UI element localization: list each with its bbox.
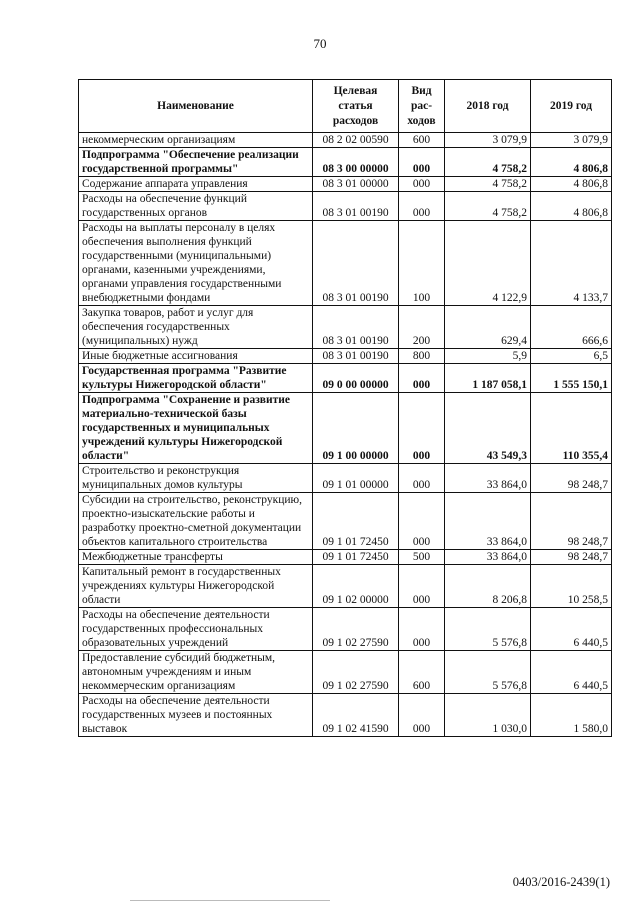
document-code: 0403/2016-2439(1) [512, 875, 610, 889]
row-value-2018: 43 549,3 [445, 393, 531, 464]
table-row [79, 550, 612, 565]
row-kind: 000 [399, 608, 445, 651]
table-row [79, 694, 612, 737]
row-name: Расходы на обеспечение функций государственных органов [79, 192, 313, 221]
row-code: 09 1 00 00000 [313, 393, 399, 464]
row-value-2018: 1 187 058,1 [445, 364, 531, 393]
scan-artifact-line [130, 900, 330, 901]
row-code: 09 1 02 00000 [313, 565, 399, 608]
row-kind: 000 [399, 177, 445, 192]
row-value-2019: 1 555 150,1 [531, 364, 612, 393]
header-kind: Вид рас-ходов [399, 80, 445, 133]
row-value-2018: 4 758,2 [445, 192, 531, 221]
row-name: Субсидии на строительство, реконструкцию, проектно-изыскательские работы и разработку проектно-сметной документации объектов капитального строительства [79, 493, 313, 550]
row-name: Государственная программа "Развитие культуры Нижегородской области" [79, 364, 313, 393]
row-name: Иные бюджетные ассигнования [79, 349, 313, 364]
row-value-2018: 5 576,8 [445, 608, 531, 651]
header-year-2019: 2019 год [531, 80, 612, 133]
row-code: 08 3 00 00000 [313, 148, 399, 177]
row-value-2019: 98 248,7 [531, 550, 612, 565]
row-kind: 200 [399, 306, 445, 349]
row-code: 08 3 01 00190 [313, 192, 399, 221]
row-value-2018: 33 864,0 [445, 493, 531, 550]
row-code: 08 3 01 00000 [313, 177, 399, 192]
row-code: 08 3 01 00190 [313, 349, 399, 364]
table-row [79, 349, 612, 364]
row-value-2019: 4 806,8 [531, 148, 612, 177]
row-code: 08 3 01 00190 [313, 306, 399, 349]
row-kind: 800 [399, 349, 445, 364]
row-name: Межбюджетные трансферты [79, 550, 313, 565]
row-value-2018: 4 758,2 [445, 148, 531, 177]
table-row [79, 493, 612, 550]
table-row [79, 608, 612, 651]
row-code: 08 2 02 00590 [313, 133, 399, 148]
row-value-2018: 4 122,9 [445, 221, 531, 306]
page-number: 70 [313, 36, 327, 51]
row-code: 09 1 01 72450 [313, 550, 399, 565]
row-value-2019: 6,5 [531, 349, 612, 364]
header-year-2018: 2018 год [445, 80, 531, 133]
row-kind: 000 [399, 464, 445, 493]
row-name: Закупка товаров, работ и услуг для обеспечения государственных (муниципальных) нужд [79, 306, 313, 349]
table-row [79, 133, 612, 148]
row-code: 09 1 02 41590 [313, 694, 399, 737]
row-name: Подпрограмма "Сохранение и развитие материально-технической базы государственных и муниципальных учреждений культуры Нижегородской области" [79, 393, 313, 464]
row-code: 09 1 02 27590 [313, 608, 399, 651]
row-value-2019: 3 079,9 [531, 133, 612, 148]
row-name: Капитальный ремонт в государственных учреждениях культуры Нижегородской области [79, 565, 313, 608]
table-row [79, 651, 612, 694]
table-row [79, 221, 612, 306]
row-name: Предоставление субсидий бюджетным, автономным учреждениям и иным некоммерческим организациям [79, 651, 313, 694]
row-value-2019: 4 806,8 [531, 192, 612, 221]
row-value-2018: 629,4 [445, 306, 531, 349]
row-kind: 000 [399, 393, 445, 464]
row-value-2019: 98 248,7 [531, 464, 612, 493]
row-name: Расходы на обеспечение деятельности государственных музеев и постоянных выставок [79, 694, 313, 737]
row-value-2019: 4 133,7 [531, 221, 612, 306]
row-value-2018: 5,9 [445, 349, 531, 364]
row-code: 08 3 01 00190 [313, 221, 399, 306]
row-kind: 500 [399, 550, 445, 565]
header-code: Целевая статья расходов [313, 80, 399, 133]
row-name: Расходы на выплаты персоналу в целях обеспечения выполнения функций государственными (муниципальными) органами, казенными учреждениями, органами управления государственными внебюджетными фондами [79, 221, 313, 306]
table-row [79, 148, 612, 177]
row-kind: 600 [399, 651, 445, 694]
row-value-2019: 10 258,5 [531, 565, 612, 608]
row-value-2018: 5 576,8 [445, 651, 531, 694]
table-row [79, 306, 612, 349]
row-value-2019: 110 355,4 [531, 393, 612, 464]
table-row [79, 565, 612, 608]
row-kind: 000 [399, 148, 445, 177]
table-row [79, 192, 612, 221]
row-kind: 000 [399, 192, 445, 221]
row-value-2018: 3 079,9 [445, 133, 531, 148]
row-code: 09 1 01 72450 [313, 493, 399, 550]
table-header-row [79, 80, 612, 133]
row-value-2019: 6 440,5 [531, 651, 612, 694]
table-row [79, 464, 612, 493]
row-value-2019: 98 248,7 [531, 493, 612, 550]
row-code: 09 1 01 00000 [313, 464, 399, 493]
table-row [79, 177, 612, 192]
row-value-2018: 4 758,2 [445, 177, 531, 192]
row-kind: 000 [399, 493, 445, 550]
row-name: некоммерческим организациям [79, 133, 313, 148]
row-name: Строительство и реконструкция муниципальных домов культуры [79, 464, 313, 493]
table-row [79, 364, 612, 393]
row-value-2019: 666,6 [531, 306, 612, 349]
row-value-2018: 8 206,8 [445, 565, 531, 608]
row-kind: 000 [399, 694, 445, 737]
budget-table [78, 79, 612, 737]
row-value-2019: 1 580,0 [531, 694, 612, 737]
row-kind: 100 [399, 221, 445, 306]
row-value-2018: 33 864,0 [445, 464, 531, 493]
row-value-2019: 4 806,8 [531, 177, 612, 192]
row-name: Расходы на обеспечение деятельности государственных профессиональных образовательных учреждений [79, 608, 313, 651]
row-name: Содержание аппарата управления [79, 177, 313, 192]
row-kind: 600 [399, 133, 445, 148]
row-value-2018: 1 030,0 [445, 694, 531, 737]
header-name: Наименование [79, 80, 313, 133]
row-code: 09 0 00 00000 [313, 364, 399, 393]
row-kind: 000 [399, 364, 445, 393]
row-code: 09 1 02 27590 [313, 651, 399, 694]
row-value-2018: 33 864,0 [445, 550, 531, 565]
row-value-2019: 6 440,5 [531, 608, 612, 651]
row-name: Подпрограмма "Обеспечение реализации государственной программы" [79, 148, 313, 177]
row-kind: 000 [399, 565, 445, 608]
table-row [79, 393, 612, 464]
